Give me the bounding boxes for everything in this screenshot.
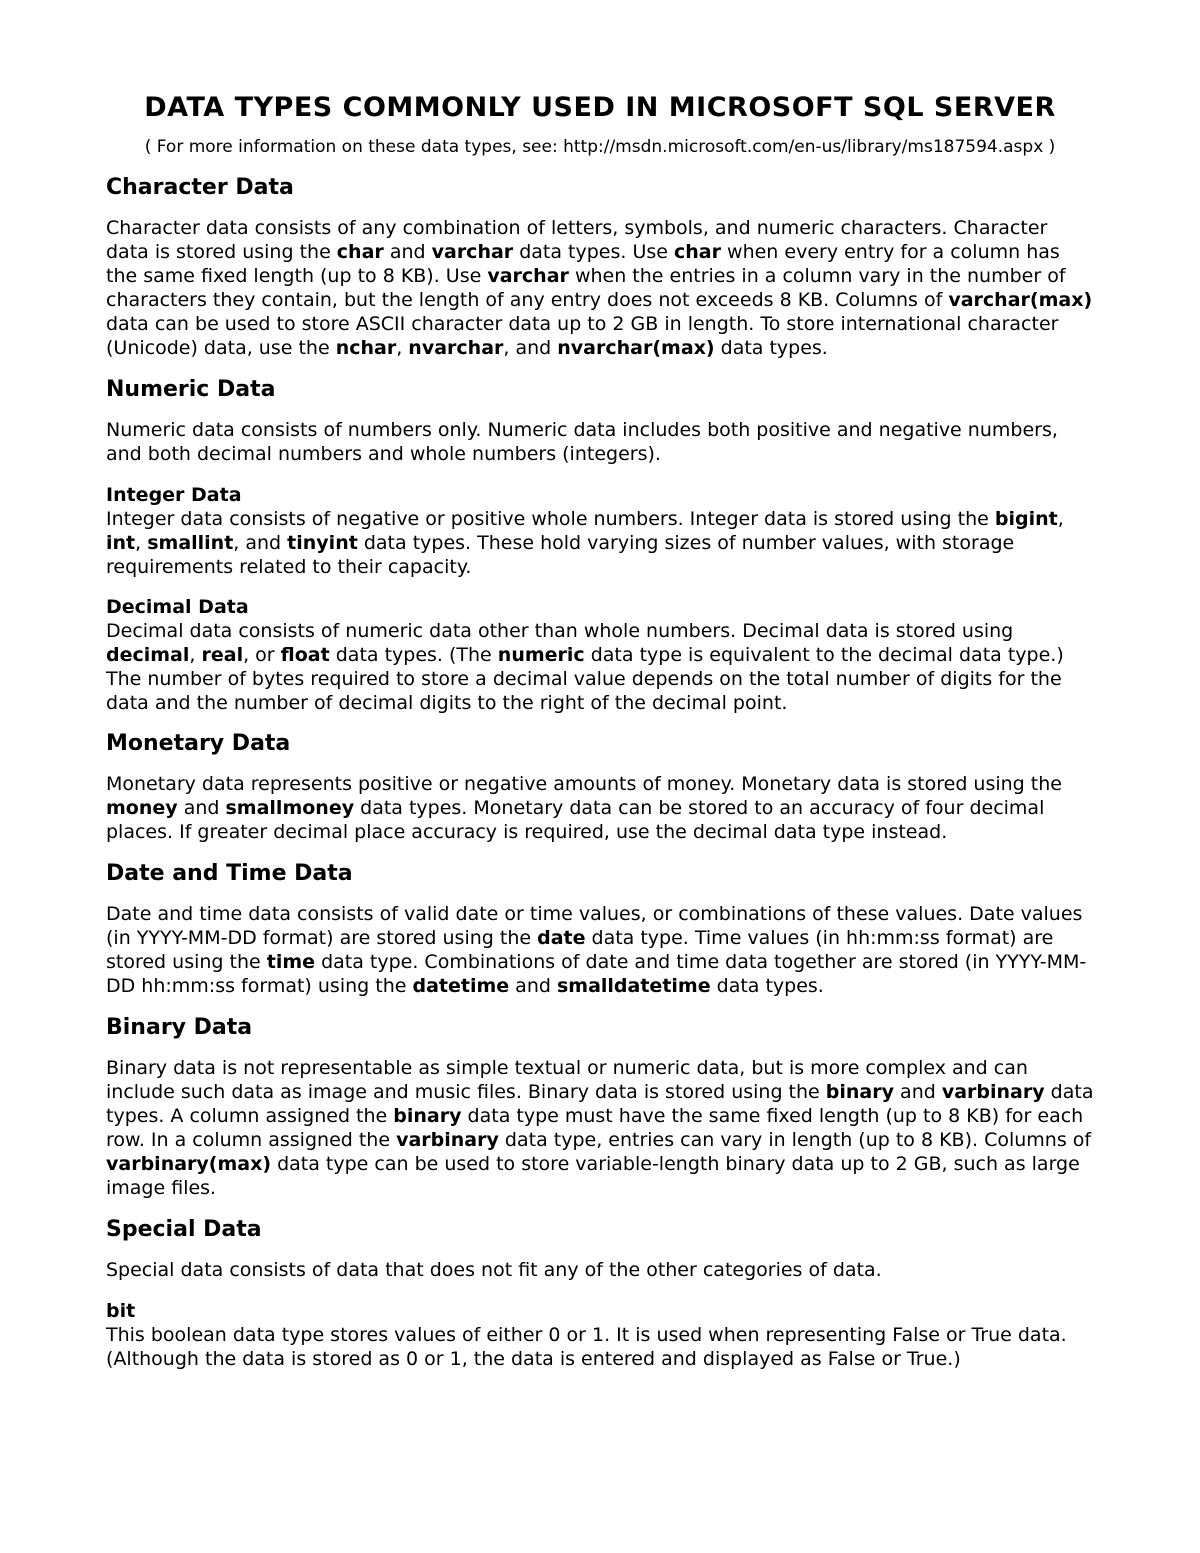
section-date-and-time-data <box>106 861 1094 998</box>
bold-term: varchar(max) <box>948 289 1093 311</box>
section-heading: Numeric Data <box>106 377 276 402</box>
bold-term: time <box>266 951 316 973</box>
bold-term: nvarchar(max) <box>557 337 715 359</box>
text-run: data type. Combinations of date and time data together are stored (in YYYY-MM-DD hh:mm:ss format) using the <box>106 951 1087 997</box>
bold-term: numeric <box>497 644 585 666</box>
section-paragraph <box>106 1258 1094 1282</box>
subsection-decimal-data <box>106 595 1094 715</box>
section-heading: Date and Time Data <box>106 861 353 886</box>
text-run: Numeric data consists of numbers only. Numeric data includes both positive and negative numbers, and both decimal numbers and whole numbers (integers). <box>106 419 1058 465</box>
bold-term: varbinary <box>941 1081 1045 1103</box>
text-run: data type can be used to store variable-length binary data up to 2 GB, such as large image files. <box>106 1153 1080 1199</box>
text-run: Special data consists of data that does not fit any of the other categories of data. <box>106 1259 882 1281</box>
section-paragraph <box>106 1056 1094 1200</box>
text-run: , or <box>243 644 281 666</box>
section-paragraph <box>106 216 1094 360</box>
section-character-data <box>106 175 1094 360</box>
section-monetary-data <box>106 731 1094 844</box>
bold-term: varbinary <box>396 1129 499 1151</box>
document-subtitle: ( For more information on these data types, see: http://msdn.microsoft.com/en-us/library/ms187594.aspx ) <box>144 137 1056 157</box>
text-run: data types. Use <box>513 241 675 263</box>
text-run: Monetary data represents positive or negative amounts of money. Monetary data is stored using the <box>106 773 1062 795</box>
section-heading: Character Data <box>106 175 294 200</box>
text-run: data type is equivalent to the decimal data type.) The number of bytes required to store a decimal value depends on the total number of digits for the data and the number of decimal digits to the right of the decimal point. <box>106 644 1064 714</box>
bold-term: money <box>106 797 178 819</box>
text-run: and <box>509 975 557 997</box>
text-run: data types. (The <box>329 644 498 666</box>
text-run: , and <box>503 337 558 359</box>
section-paragraph <box>106 772 1094 844</box>
text-run: when the entries in a column vary in the number of characters they contain, but the length of any entry does not exceeds 8 KB. Columns of <box>106 265 1066 311</box>
text-run: data can be used to store ASCII character data up to 2 GB in length. To store international character (Unicode) data, use the <box>106 313 1059 359</box>
bold-term: smallint <box>147 532 234 554</box>
subsection-heading: bit <box>106 1300 136 1322</box>
text-run: data type must have the same fixed length (up to 8 KB) for each row. In a column assigned the <box>106 1105 1084 1151</box>
text-run: Date and time data consists of valid date or time values, or combinations of these values. Date values (in YYYY-MM-DD format) are stored using the <box>106 903 1083 949</box>
subsection-bit <box>106 1299 1094 1371</box>
subsection-heading: Decimal Data <box>106 596 249 618</box>
bold-term: int <box>106 532 136 554</box>
text-run: and <box>177 797 226 819</box>
section-special-data <box>106 1217 1094 1371</box>
bold-term: decimal <box>106 644 190 666</box>
text-run: , <box>1057 508 1064 530</box>
text-run: Integer data consists of negative or positive whole numbers. Integer data is stored using the <box>106 508 995 530</box>
subsection-paragraph <box>106 507 1094 579</box>
bold-term: nchar <box>335 337 397 359</box>
bold-term: varchar <box>431 241 514 263</box>
section-paragraph <box>106 902 1094 998</box>
bold-term: varbinary(max) <box>106 1153 272 1175</box>
text-run: data types. Monetary data can be stored to an accuracy of four decimal places. If greater decimal place accuracy is required, use the decimal data type instead. <box>106 797 1045 843</box>
text-run: Binary data is not representable as simple textual or numeric data, but is more complex and can include such data as image and music files. Binary data is stored using the <box>106 1057 1028 1103</box>
text-run: Decimal data consists of numeric data other than whole numbers. Decimal data is stored using <box>106 620 1014 642</box>
text-run: Character data consists of any combination of letters, symbols, and numeric characters. Character data is stored using the <box>106 217 1048 263</box>
text-run: , <box>396 337 409 359</box>
bold-term: binary <box>825 1081 895 1103</box>
text-run: , <box>189 644 202 666</box>
section-heading: Binary Data <box>106 1015 253 1040</box>
text-run: data type. Time values (in hh:mm:ss format) are stored using the <box>106 927 1054 973</box>
bold-term: float <box>280 644 330 666</box>
text-run: This boolean data type stores values of either 0 or 1. It is used when representing False or True data. (Although the data is stored as 0 or 1, the data is entered and displayed as False or True.) <box>106 1324 1067 1370</box>
bold-term: date <box>537 927 586 949</box>
section-heading: Monetary Data <box>106 731 291 756</box>
bold-term: real <box>201 644 244 666</box>
section-heading: Special Data <box>106 1217 262 1242</box>
text-run: data types. A column assigned the <box>106 1081 1094 1127</box>
text-run: data types. <box>710 975 824 997</box>
bold-term: char <box>674 241 721 263</box>
section-paragraph <box>106 418 1094 466</box>
subsection-paragraph <box>106 619 1094 715</box>
bold-term: nvarchar <box>408 337 504 359</box>
text-run: data types. <box>714 337 828 359</box>
text-run: when every entry for a column has the same fixed length (up to 8 KB). Use <box>106 241 1060 287</box>
text-run: , <box>135 532 148 554</box>
bold-term: varchar <box>487 265 569 287</box>
document-title: DATA TYPES COMMONLY USED IN MICROSOFT SQL SERVER <box>144 92 1056 123</box>
section-binary-data <box>106 1015 1094 1200</box>
bold-term: datetime <box>412 975 510 997</box>
text-run: , and <box>233 532 288 554</box>
subsection-heading: Integer Data <box>106 484 242 506</box>
bold-term: smalldatetime <box>556 975 711 997</box>
bold-term: char <box>336 241 384 263</box>
text-run: data types. These hold varying sizes of number values, with storage requirements related to their capacity. <box>106 532 1015 578</box>
text-run: and <box>383 241 432 263</box>
bold-term: smallmoney <box>225 797 355 819</box>
subsection-paragraph <box>106 1323 1094 1371</box>
section-numeric-data <box>106 377 1094 715</box>
text-run: and <box>894 1081 942 1103</box>
bold-term: binary <box>393 1105 462 1127</box>
subsection-integer-data <box>106 483 1094 579</box>
text-run: data type, entries can vary in length (up to 8 KB). Columns of <box>498 1129 1092 1151</box>
sections-container <box>106 175 1094 1371</box>
bold-term: bigint <box>994 508 1058 530</box>
bold-term: tinyint <box>287 532 358 554</box>
